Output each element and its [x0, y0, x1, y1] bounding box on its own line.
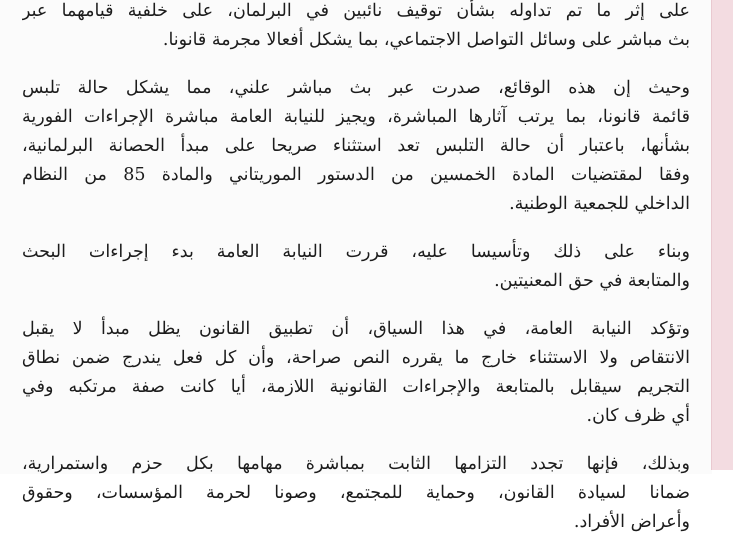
text-line: قائمة قانونا، بما يرتب آثارها المباشرة، ويجيز للنيابة العامة مباشرة الإجراءات الفورية	[22, 107, 690, 127]
paragraph-2	[22, 74, 690, 219]
text-line: التجريم سيقابل بالمتابعة والإجراءات القانونية اللازمة، أيا كانت صفة مرتكبه وفي	[22, 377, 690, 397]
page-edge-strip	[712, 0, 733, 470]
text-line: وأعراض الأفراد.	[573, 512, 690, 532]
text-line: وتؤكد النيابة العامة، في هذا السياق، أن تطبيق القانون يظل مبدأ لا يقبل	[22, 319, 690, 339]
text-line: الداخلي للجمعية الوطنية.	[509, 194, 690, 214]
paragraph-3	[22, 238, 690, 296]
text-line: بث مباشر على وسائل التواصل الاجتماعي، بما يشكل أفعالا مجرمة قانونا.	[162, 30, 690, 50]
text-line: الانتقاص ولا الاستثناء خارج ما يقرره النص صراحة، وأن كل فعل يندرج ضمن نطاق	[22, 348, 690, 368]
text-line: بشأنها، باعتبار أن حالة التلبس تعد استثناء صريحا على مبدأ الحصانة البرلمانية،	[22, 136, 690, 156]
text-line: على إثر ما تم تداوله بشأن توقيف نائبين في البرلمان، على خلفية قيامهما عبر	[22, 1, 690, 21]
paragraph-4	[22, 315, 690, 431]
document-body	[22, 0, 690, 556]
text-line: ضمانا لسيادة القانون، وحماية للمجتمع، وصونا لحرمة المؤسسات، وحقوق	[22, 483, 690, 503]
paragraph-5	[22, 450, 690, 537]
text-line: أي ظرف كان.	[586, 406, 690, 426]
text-line: وحيث إن هذه الوقائع، صدرت عبر بث مباشر علني، مما يشكل حالة تلبس	[22, 78, 690, 98]
text-line: وبذلك، فإنها تجدد التزامها الثابت بمباشرة مهامها بكل حزم واستمرارية،	[22, 454, 690, 474]
paragraph-1	[22, 0, 690, 55]
text-line: وفقا لمقتضيات المادة الخمسين من الدستور الموريتاني والمادة 85 من النظام	[22, 165, 690, 185]
text-line: والمتابعة في حق المعنيتين.	[494, 271, 690, 291]
text-line: وبناء على ذلك وتأسيسا عليه، قررت النيابة العامة بدء إجراءات البحث	[22, 242, 690, 262]
